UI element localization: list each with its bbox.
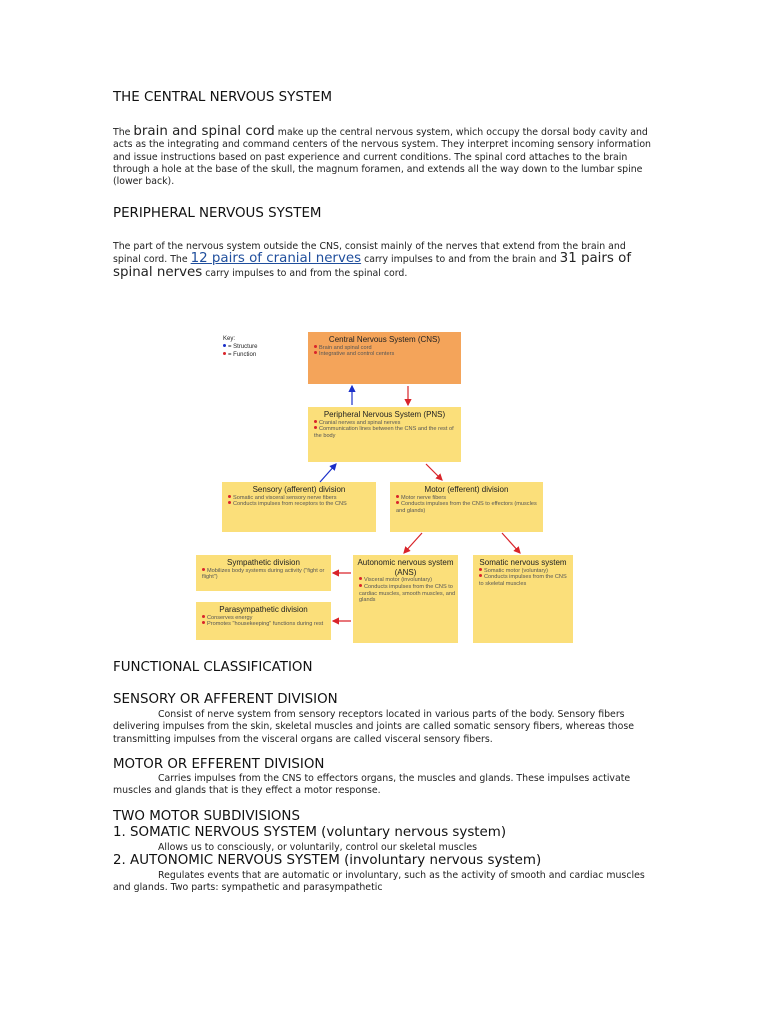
pns-para-c: carry impulses to and from the spinal cord. (202, 267, 408, 279)
pns-heading: PERIPHERAL NERVOUS SYSTEM (113, 206, 322, 221)
arrow-pns-to-motor (426, 464, 442, 480)
cns-heading: THE CENTRAL NERVOUS SYSTEM (113, 90, 333, 105)
key-function: = Function (223, 351, 258, 359)
arrow-motor-to-somatic (502, 533, 520, 553)
cns-para-emphasis: brain and spinal cord (133, 124, 275, 139)
sympathetic-division-box: Sympathetic division Mobilizes body systems during activity ("fight or flight") (196, 555, 331, 591)
sensory-division-heading: SENSORY OR AFFERENT DIVISION (113, 692, 338, 707)
pns-box: Peripheral Nervous System (PNS) Cranial nerves and spinal nerves Communication lines between the CNS and the rest of the body (308, 407, 461, 462)
diagram-arrows (190, 326, 580, 650)
motor-division-heading: MOTOR OR EFFERENT DIVISION (113, 757, 325, 772)
ans-box: Autonomic nervous system (ANS) Visceral motor (involuntary) Conducts impulses from the CNS to cardiac muscles, smooth muscles, and glands (353, 555, 458, 643)
arrow-motor-to-ans (404, 533, 422, 553)
pns-para-a: The part of the nervous system outside the CNS, consist mainly of the nerves that extend from the brain and spinal cord. The (113, 241, 626, 266)
sensory-division-paragraph: Consist of nerve system from sensory receptors located in various parts of the body. Sensory fibers delivering impulses from the skin, skeletal muscles and joints are called somatic sensory fibers, whereas those transmitting impulses from the visceral organs are called visceral sensory fibers. (113, 709, 635, 745)
parasympathetic-division-box: Parasympathetic division Conserves energy Promotes "housekeeping" functions during rest (196, 602, 331, 640)
cns-paragraph (113, 126, 653, 188)
arrow-sensory-to-pns (320, 464, 336, 482)
cns-para-lead: The (113, 127, 131, 138)
motor-division-paragraph: Carries impulses from the CNS to effectors organs, the muscles and glands. These impulses activate muscles and glands that is they effect a motor response. (113, 773, 631, 797)
somatic-text: Allows us to consciously, or voluntarily, control our skeletal muscles (158, 842, 478, 853)
pns-paragraph (113, 241, 653, 280)
pns-para-b: carry impulses to and from the brain and (361, 254, 560, 266)
somatic-heading: 1. SOMATIC NERVOUS SYSTEM (voluntary nervous system) (113, 825, 507, 840)
somatic-nervous-system-box: Somatic nervous system Somatic motor (voluntary) Conducts impulses from the CNS to skeletal muscles (473, 555, 573, 643)
nervous-system-diagram (190, 326, 580, 650)
cns-para-rest: make up the central nervous system, which occupy the dorsal body cavity and acts as the integrating and command centers of the nervous system. They interpret incoming sensory information and issue instructions based on past experience and current conditions. The spinal cord attaches to the brain through a hole at the base of the skull, the magnum foramen, and extends all the way down to the lumbar spine (lower back). (113, 127, 651, 188)
functional-heading: FUNCTIONAL CLASSIFICATION (113, 660, 313, 675)
autonomic-heading: 2. AUTONOMIC NERVOUS SYSTEM (involuntary nervous system) (113, 853, 542, 868)
spinal-nerves-emphasis: 31 pairs of spinal nerves (113, 251, 632, 280)
cns-box: Central Nervous System (CNS) Brain and spinal cord Integrative and control centers (308, 332, 461, 384)
motor-subdivisions-heading: TWO MOTOR SUBDIVISIONS (113, 809, 300, 824)
key-title: Key: (223, 336, 236, 342)
key-structure: = Structure (223, 343, 258, 351)
cranial-nerves-link[interactable]: 12 pairs of cranial nerves (190, 251, 362, 267)
autonomic-paragraph: Regulates events that are automatic or involuntary, such as the activity of smooth and cardiac muscles and glands. Two parts: sympathetic and parasympathetic (113, 870, 645, 894)
motor-division-box: Motor (efferent) division Motor nerve fibers Conducts impulses from the CNS to effectors (muscles and glands) (390, 482, 543, 532)
sensory-division-box: Sensory (afferent) division Somatic and visceral sensory nerve fibers Conducts impulses from receptors to the CNS (222, 482, 376, 532)
